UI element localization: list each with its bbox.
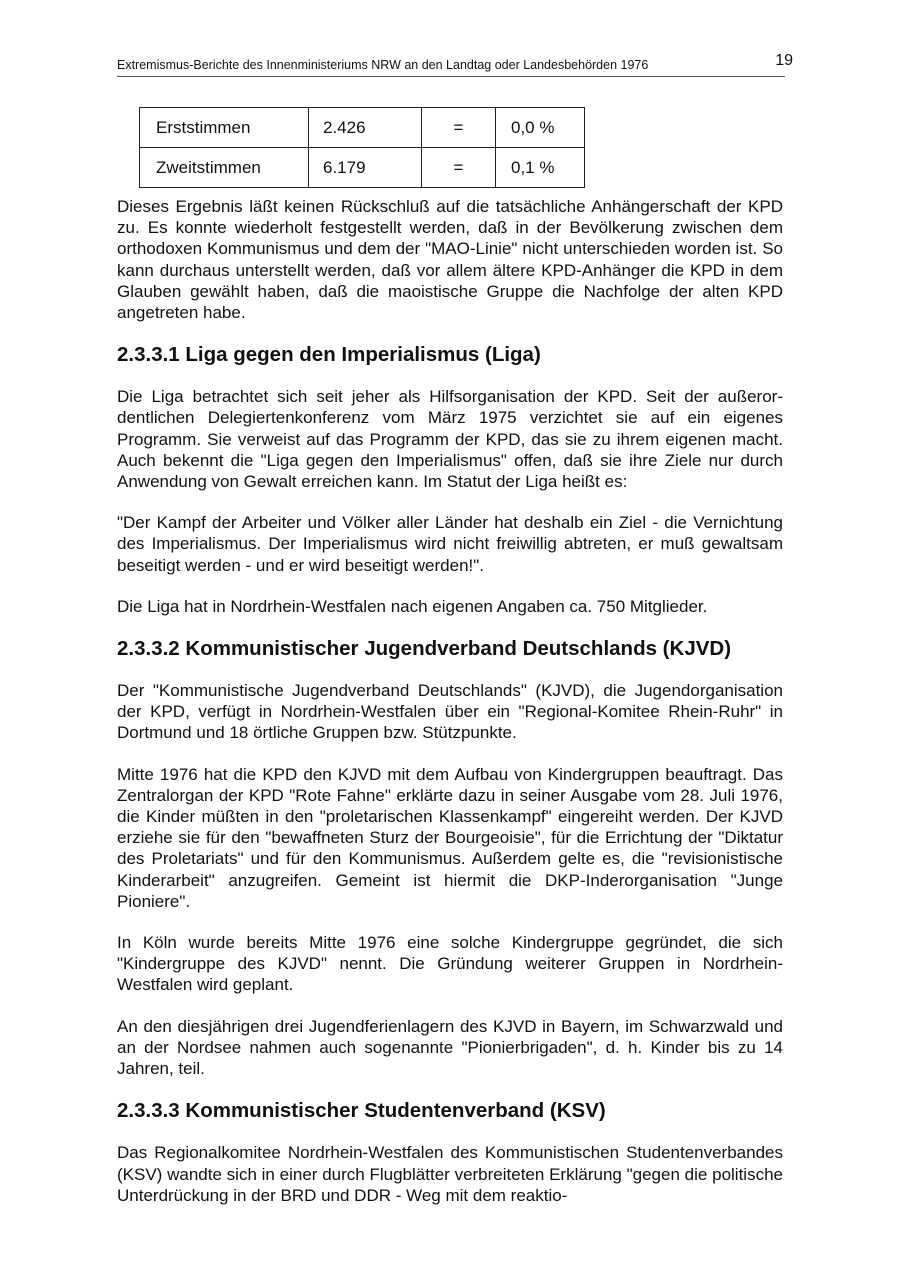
paragraph: Dieses Ergebnis läßt keinen Rückschluß auf die tatsächliche Anhängerschaft der KPD zu. Es konnte wiederholt festgestellt werden, daß in der Bevölkerung zwischen dem orthodoxen Kommunismus und dem der "MAO-Linie" nicht unterschieden worden ist. So kann durchaus unterstellt werden, daß vor allem ältere KPD-Anhänger die KPD in dem Glauben gewählt haben, daß die maoistische Gruppe die Nachfolge der alten KPD angetreten habe. bbox=[117, 197, 783, 323]
row-percent: 0,1 % bbox=[496, 148, 585, 188]
paragraph: An den diesjährigen drei Jugendferienlagern des KJVD in Bayern, im Schwarzwald und an der Nordsee nahmen auch sogenannte "Pionierbrigaden", d. h. Kinder bis zu 14 Jahren, teil. bbox=[117, 1016, 783, 1079]
row-count: 6.179 bbox=[309, 148, 422, 188]
paragraph: In Köln wurde bereits Mitte 1976 eine solche Kindergruppe gegründet, die sich "Kindergruppe des KJVD" nennt. Die Gründung weiterer Gruppen in Nordrhein-Westfalen wird geplant. bbox=[117, 933, 783, 995]
paragraph: Die Liga hat in Nordrhein-Westfalen nach eigenen Angaben ca. 750 Mitglieder. bbox=[117, 596, 708, 616]
table-row bbox=[140, 108, 585, 148]
row-label: Zweitstimmen bbox=[140, 148, 309, 188]
page-number: 19 bbox=[775, 52, 793, 69]
row-equals: = bbox=[422, 108, 496, 148]
table-row bbox=[140, 148, 585, 188]
quote-paragraph: "Der Kampf der Arbeiter und Völker aller Länder hat deshalb ein Ziel - die Vernichtung des Imperialismus. Der Imperialismus wird nicht freiwillig abtreten, er muß gewaltsam beseitigt werden - und er wird beseitigt werden!". bbox=[117, 513, 783, 575]
document-body bbox=[117, 196, 783, 1226]
paragraph: Der "Kommunistische Jugendverband Deutschlands" (KJVD), die Jugendorganisation der KPD, verfügt in Nordrhein-Westfalen über ein "Regional-Komitee Rhein-Ruhr" in Dortmund und 18 örtliche Gruppen bzw. Stützpunkte. bbox=[117, 681, 783, 743]
row-count: 2.426 bbox=[309, 108, 422, 148]
section-heading-kjvd: 2.3.3.2 Kommunistischer Jugendverband Deutschlands (KJVD) bbox=[117, 637, 732, 661]
paragraph: Die Liga betrachtet sich seit jeher als Hilfsorganisation der KPD. Seit der außerordentlichen Delegiertenkonferenz vom März 1975 verzichtet sie auf ein eigenes Programm. Sie verweist auf das Programm der KPD, das sie zu ihrem eigenen macht. Auch bekennt die "Liga gegen den Imperialismus" offen, daß sie ihre Ziele nur durch Anwendung von Gewalt erreichen kann. Im Statut der Liga heißt es: bbox=[117, 387, 783, 492]
section-heading-ksv: 2.3.3.3 Kommunistischer Studentenverband (KSV) bbox=[117, 1099, 606, 1123]
row-percent: 0,0 % bbox=[496, 108, 585, 148]
header-title: Extremismus-Berichte des Innenministeriums NRW an den Landtag oder Landesbehörden 1976 bbox=[117, 58, 649, 72]
election-results-table bbox=[139, 107, 585, 188]
row-label: Erststimmen bbox=[140, 108, 309, 148]
row-equals: = bbox=[422, 148, 496, 188]
paragraph: Mitte 1976 hat die KPD den KJVD mit dem Aufbau von Kindergruppen beauftragt. Das Zentralorgan der KPD "Rote Fahne" erklärte dazu in seiner Ausgabe vom 28. Juli 1976, die Kinder müßten in den "proletarischen Klassenkampf" eingereiht werden. Der KJVD erziehe sie für den "bewaffneten Sturz der Bourgeoisie", für die Errichtung der "Diktatur des Proletariats" und für den Kommunismus. Außerdem gelte es, die "revisionistische Kinderarbeit" anzugreifen. Gemeint ist hiermit die DKP-Inderorganisation "Junge Pioniere". bbox=[117, 764, 783, 911]
page-header bbox=[117, 52, 793, 77]
section-heading-liga: 2.3.3.1 Liga gegen den Imperialismus (Liga) bbox=[117, 343, 541, 367]
paragraph: Das Regionalkomitee Nordrhein-Westfalen des Kommunistischen Studentenverbandes (KSV) wandte sich in einer durch Flugblätter verbreiteten Erklärung "gegen die politische Unterdrückung in der BRD und DDR - Weg mit dem reaktio- bbox=[117, 1143, 783, 1205]
